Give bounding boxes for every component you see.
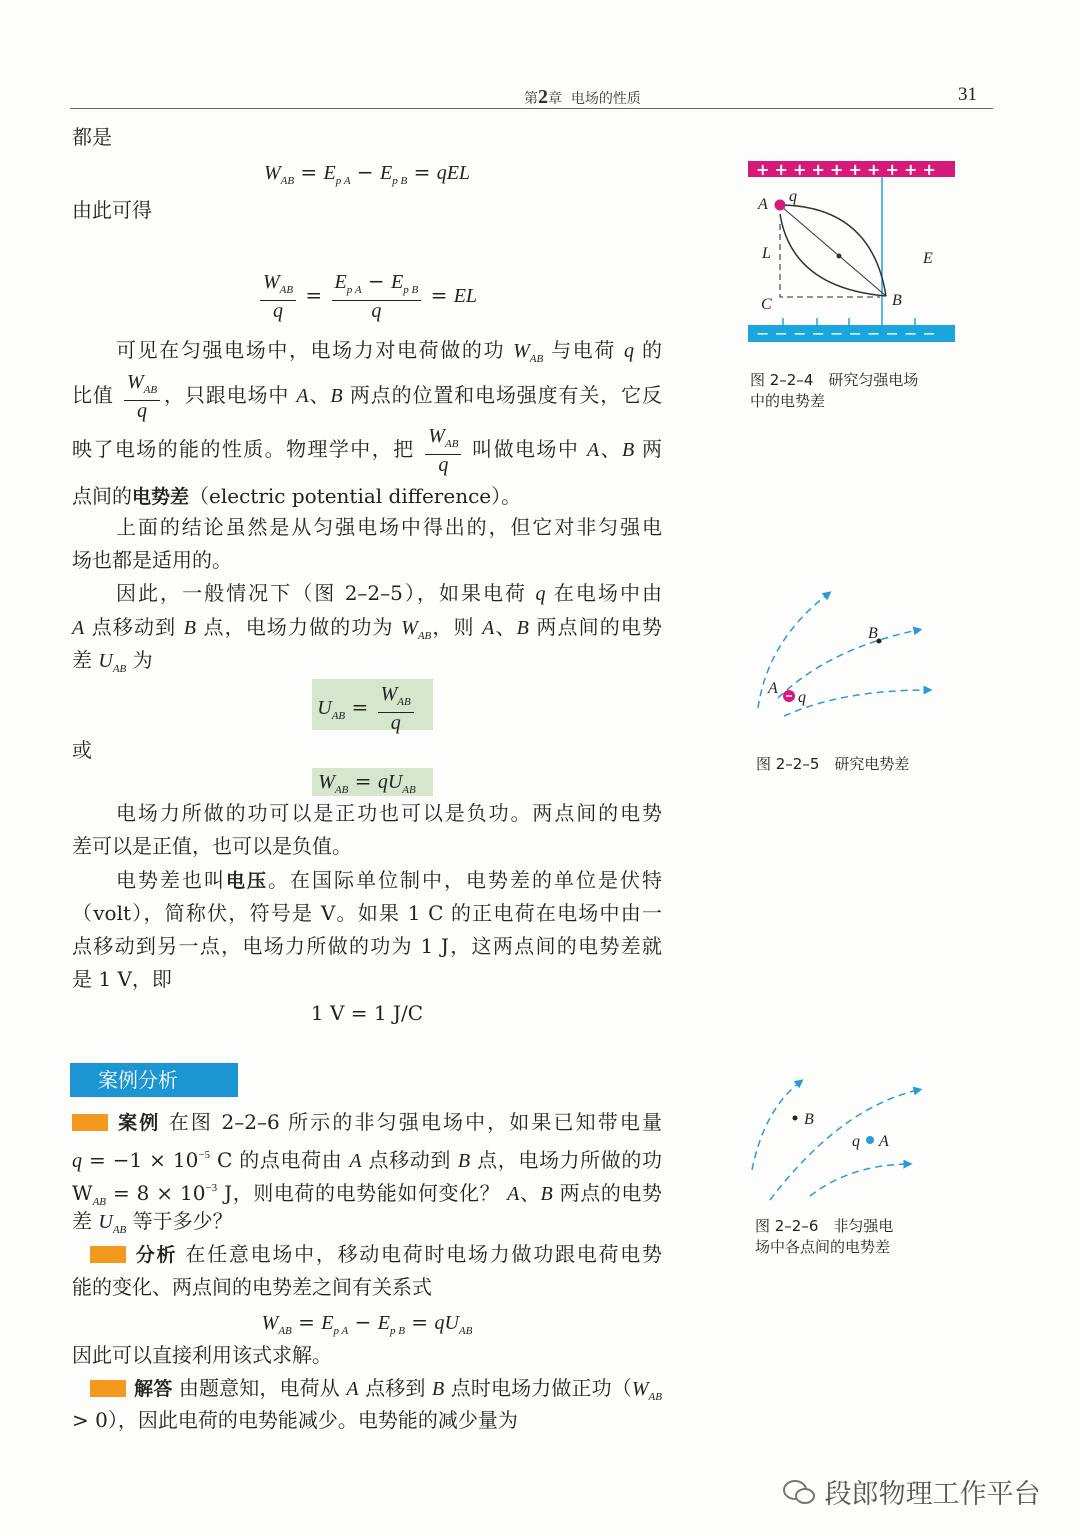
text-run: −	[350, 160, 381, 184]
text-run: 与电荷	[543, 338, 625, 362]
subscript: AB	[397, 696, 411, 708]
math-symbol: qEL	[436, 162, 471, 184]
subscript: AB	[334, 784, 349, 796]
subscript: AB	[279, 284, 294, 296]
minus-sign: −	[774, 324, 788, 343]
math-symbol: A	[482, 617, 495, 639]
label-b: B	[892, 292, 902, 309]
math-symbol: W	[401, 617, 418, 639]
text-run: =	[348, 769, 378, 793]
math-symbol: q	[72, 1150, 82, 1172]
minus-sign: −	[830, 324, 844, 343]
text-run: （electric potential difference）。	[189, 484, 522, 508]
text-run: 可见在匀强电场中，电场力对电荷做的功	[116, 338, 514, 362]
math-symbol: qU	[434, 1312, 459, 1334]
caption-line: 场中各点间的电势差	[755, 1238, 891, 1256]
text-run: 点，电场力所做的功	[470, 1148, 662, 1172]
page-number: 31	[958, 84, 977, 105]
minus-sign: −	[867, 324, 881, 343]
charge-q	[775, 200, 786, 211]
math-symbol: A	[587, 439, 600, 461]
subscript: p A	[333, 1325, 349, 1337]
math-symbol: W	[380, 683, 398, 705]
subscript: p B	[392, 175, 408, 187]
text-run: （volt），简称伏，符号是 V。如果 1 C 的正电荷在电场中由一	[72, 901, 662, 925]
text-run: =	[294, 160, 324, 184]
text-run: 电场力所做的功可以是正功也可以是负功。两点间的电势	[116, 801, 662, 825]
math-symbol: A	[507, 1183, 520, 1205]
text-run: 上面的结论虽然是从匀强电场中得出的，但它对非匀强电	[116, 515, 662, 539]
watermark-text: 段郎物理工作平台	[824, 1479, 1041, 1510]
math-symbol: A	[72, 617, 85, 639]
text-run: 点移动到	[84, 615, 184, 639]
label-q-fig5: q	[798, 689, 806, 706]
subscript: AB	[280, 175, 295, 187]
math-symbol: q	[273, 300, 283, 322]
bold-term: 解答	[134, 1378, 173, 1400]
text-run: 由题意知，电荷从	[172, 1376, 347, 1400]
bold-term: 电势差	[132, 486, 190, 508]
figure-2-2-4-caption	[750, 370, 918, 412]
text-run: J，则电荷的电势能如何变化？	[217, 1181, 508, 1205]
minus-sign: −	[922, 324, 936, 343]
text-run: 能的变化、两点间的电势差之间有关系式	[72, 1275, 432, 1299]
subscript: AB	[92, 1196, 107, 1208]
subscript: AB	[458, 1325, 473, 1337]
math-symbol: q	[390, 712, 401, 734]
text-run: −	[348, 1310, 378, 1334]
bold-term: 案例	[116, 1112, 161, 1134]
text-run: 由此可得	[72, 198, 152, 222]
text-run: 点间的	[72, 484, 132, 508]
math-symbol: E	[323, 162, 336, 184]
figure-2-2-4-uniform-field	[748, 160, 955, 343]
caption-line: 图 2–2–5 研究电势差	[756, 755, 910, 773]
minus-sign: −	[904, 324, 918, 343]
minus-sign: −	[848, 324, 862, 343]
subscript: AB	[444, 438, 459, 450]
math-symbol: A	[349, 1150, 362, 1172]
math-symbol: q	[535, 583, 546, 605]
text-run: 差	[72, 1209, 99, 1233]
math-symbol: A	[296, 385, 309, 407]
math-symbol: U	[317, 697, 332, 719]
subscript: AB	[529, 353, 544, 365]
text-run: 场也都是适用的。	[72, 548, 232, 572]
math-symbol: A	[346, 1378, 359, 1400]
label-b-fig5: B	[868, 625, 878, 642]
text-run: 都是	[72, 125, 112, 149]
text-run: 在图 2–2–6 所示的非匀强电场中，如果已知带电量	[160, 1110, 662, 1134]
text-run: 因此，一般情况下（图 2–2–5），如果电荷	[116, 581, 536, 605]
subscript: AB	[278, 1325, 292, 1337]
figure-2-2-5-caption	[756, 754, 909, 775]
label-a: A	[758, 196, 768, 213]
math-symbol: E	[380, 162, 393, 184]
subscript: p A	[335, 175, 351, 187]
math-symbol: U	[98, 650, 113, 672]
label-e: E	[923, 250, 933, 267]
text-run: 、	[599, 437, 623, 461]
subscript: AB	[112, 663, 127, 675]
subscript: p B	[403, 284, 419, 296]
text-run: ，只跟电场中	[163, 383, 297, 407]
math-symbol: W	[263, 162, 281, 184]
text-run: = −1 × 10	[82, 1148, 199, 1172]
text-run: 电势差也叫	[116, 868, 226, 892]
text-run: =	[345, 695, 375, 719]
text-run: ，则	[431, 615, 483, 639]
text-run: 在任意电场中，移动电荷时电场力做功跟电荷电势	[177, 1242, 662, 1266]
watermark	[782, 1472, 1041, 1511]
text-run: 、	[519, 1181, 541, 1205]
subscript: AB	[402, 784, 416, 796]
math-symbol: W	[261, 1312, 279, 1334]
plus-sign: +	[885, 160, 899, 179]
section-heading-case-analysis: 案例分析	[70, 1063, 238, 1097]
math-symbol: EL	[453, 285, 478, 307]
text-run: 为	[126, 648, 153, 672]
label-l: L	[762, 245, 771, 262]
subscript: AB	[417, 630, 432, 642]
label-a-fig5: A	[768, 680, 778, 697]
text-run: 两点的电势	[552, 1181, 662, 1205]
math-symbol: B	[540, 1183, 553, 1205]
math-symbol: W	[318, 771, 335, 793]
plus-sign: +	[774, 160, 788, 179]
text-run: 点移动到另一点，电场力所做的功为 1 J，这两点间的电势差就	[72, 934, 662, 958]
math-symbol: W	[262, 271, 280, 293]
caption-line: 图 2–2–4 研究匀强电场	[750, 371, 919, 389]
point-b-fig6	[793, 1116, 798, 1121]
text-run: =	[424, 283, 454, 307]
text-run: 因此可以直接利用该式求解。	[72, 1343, 332, 1367]
math-symbol: q	[438, 454, 449, 476]
plus-sign: +	[922, 160, 936, 179]
figure-2-2-6-caption	[755, 1216, 893, 1258]
math-symbol: E	[391, 271, 404, 293]
math-symbol: B	[330, 385, 343, 407]
label-q: q	[789, 188, 797, 205]
plus-sign: +	[904, 160, 918, 179]
math-symbol: q	[137, 400, 148, 422]
text-run: 点移到	[358, 1376, 432, 1400]
text-run: 等于多少？	[126, 1209, 233, 1233]
math-symbol: W	[631, 1378, 649, 1400]
math-symbol: B	[622, 439, 635, 461]
text-run: 两	[634, 437, 663, 461]
subscript: p B	[389, 1325, 405, 1337]
chapter-prefix: 第	[524, 91, 538, 107]
plus-sign: +	[848, 160, 862, 179]
minus-sign: −	[811, 324, 825, 343]
text-run: 1 V = 1 J/C	[310, 1001, 424, 1025]
text-run: 点时电场力做正功（	[444, 1376, 632, 1400]
text-run: 两点的位置和电场强度有关，它反	[342, 383, 663, 407]
math-symbol: B	[432, 1378, 445, 1400]
math-symbol: B	[183, 617, 196, 639]
text-run: = 8 × 10	[106, 1181, 206, 1205]
chapter-suffix: 章	[548, 91, 562, 107]
path-straight	[782, 207, 886, 296]
text-run: 的	[634, 338, 663, 362]
subscript: AB	[112, 1224, 127, 1236]
minus-sign: −	[756, 324, 770, 343]
text-run: > 0），因此电荷的电势能减少。电势能的减少量为	[72, 1408, 518, 1432]
math-symbol: q	[624, 340, 635, 362]
text-run: 在电场中由	[545, 581, 662, 605]
label-c: C	[761, 296, 772, 313]
text-run: =	[404, 1310, 435, 1334]
chapter-name: 电场的性质	[570, 91, 641, 107]
text-run: 。在国际单位制中，电势差的单位是伏特	[268, 868, 662, 892]
text-run: 比值	[72, 383, 121, 407]
text-run: 差	[72, 648, 99, 672]
math-symbol: W	[428, 425, 445, 447]
math-symbol: W	[513, 340, 530, 362]
charge-q-fig6	[866, 1136, 874, 1144]
label-b-fig6: B	[804, 1111, 814, 1128]
plus-sign: +	[811, 160, 825, 179]
math-symbol: U	[98, 1211, 113, 1233]
bold-term: 电压	[226, 870, 268, 892]
math-symbol: E	[377, 1312, 390, 1334]
text-run: =	[407, 160, 437, 184]
math-symbol: qU	[377, 771, 403, 793]
math-symbol: q	[371, 300, 382, 322]
wechat-icon	[782, 1478, 816, 1506]
math-symbol: B	[457, 1150, 471, 1172]
plus-sign: +	[756, 160, 770, 179]
caption-line: 中的电势差	[750, 392, 826, 410]
minus-sign: −	[793, 324, 807, 343]
text-run: 点移动到	[361, 1148, 458, 1172]
subscript: AB	[143, 384, 158, 396]
dashed-legs	[780, 224, 880, 297]
plus-sign: +	[793, 160, 807, 179]
subscript: AB	[331, 710, 346, 722]
text-run: 、	[308, 383, 331, 407]
text-run: C 的点电荷由	[210, 1148, 350, 1172]
label-q-fig6: q	[852, 1133, 860, 1150]
math-symbol: B	[516, 617, 529, 639]
text-run: 点，电场力做的功为	[195, 615, 402, 639]
math-symbol: E	[321, 1312, 334, 1334]
subscript: AB	[648, 1391, 662, 1403]
text-run: 映了电场的能的性质。物理学中，把	[72, 437, 423, 461]
text-run: 或	[72, 738, 92, 762]
figure-2-2-6-nonuniform-field	[752, 1082, 918, 1200]
text-run: 叫做电场中	[464, 437, 587, 461]
math-symbol: E	[334, 271, 347, 293]
text-run: 差可以是正值，也可以是负值。	[72, 834, 352, 858]
subscript: p A	[346, 284, 362, 296]
superscript: −5	[198, 1149, 211, 1161]
caption-line: 图 2–2–6 非匀强电	[755, 1217, 894, 1235]
text-run: W	[72, 1181, 93, 1205]
minus-sign: −	[885, 324, 899, 343]
text-run: =	[291, 1310, 322, 1334]
text-run: 两点间的电势	[528, 615, 663, 639]
chapter-number: 2	[538, 86, 548, 108]
bold-term: 分析	[134, 1244, 178, 1266]
text-run: 、	[494, 615, 517, 639]
math-symbol: W	[126, 371, 144, 393]
text-run: −	[361, 269, 392, 293]
plus-sign: +	[830, 160, 844, 179]
label-a-fig6: A	[879, 1133, 889, 1150]
text-run: =	[299, 283, 329, 307]
text-run: 是 1 V，即	[72, 967, 172, 991]
superscript: −3	[205, 1182, 218, 1194]
path-lower	[780, 214, 886, 296]
plus-sign: +	[867, 160, 881, 179]
